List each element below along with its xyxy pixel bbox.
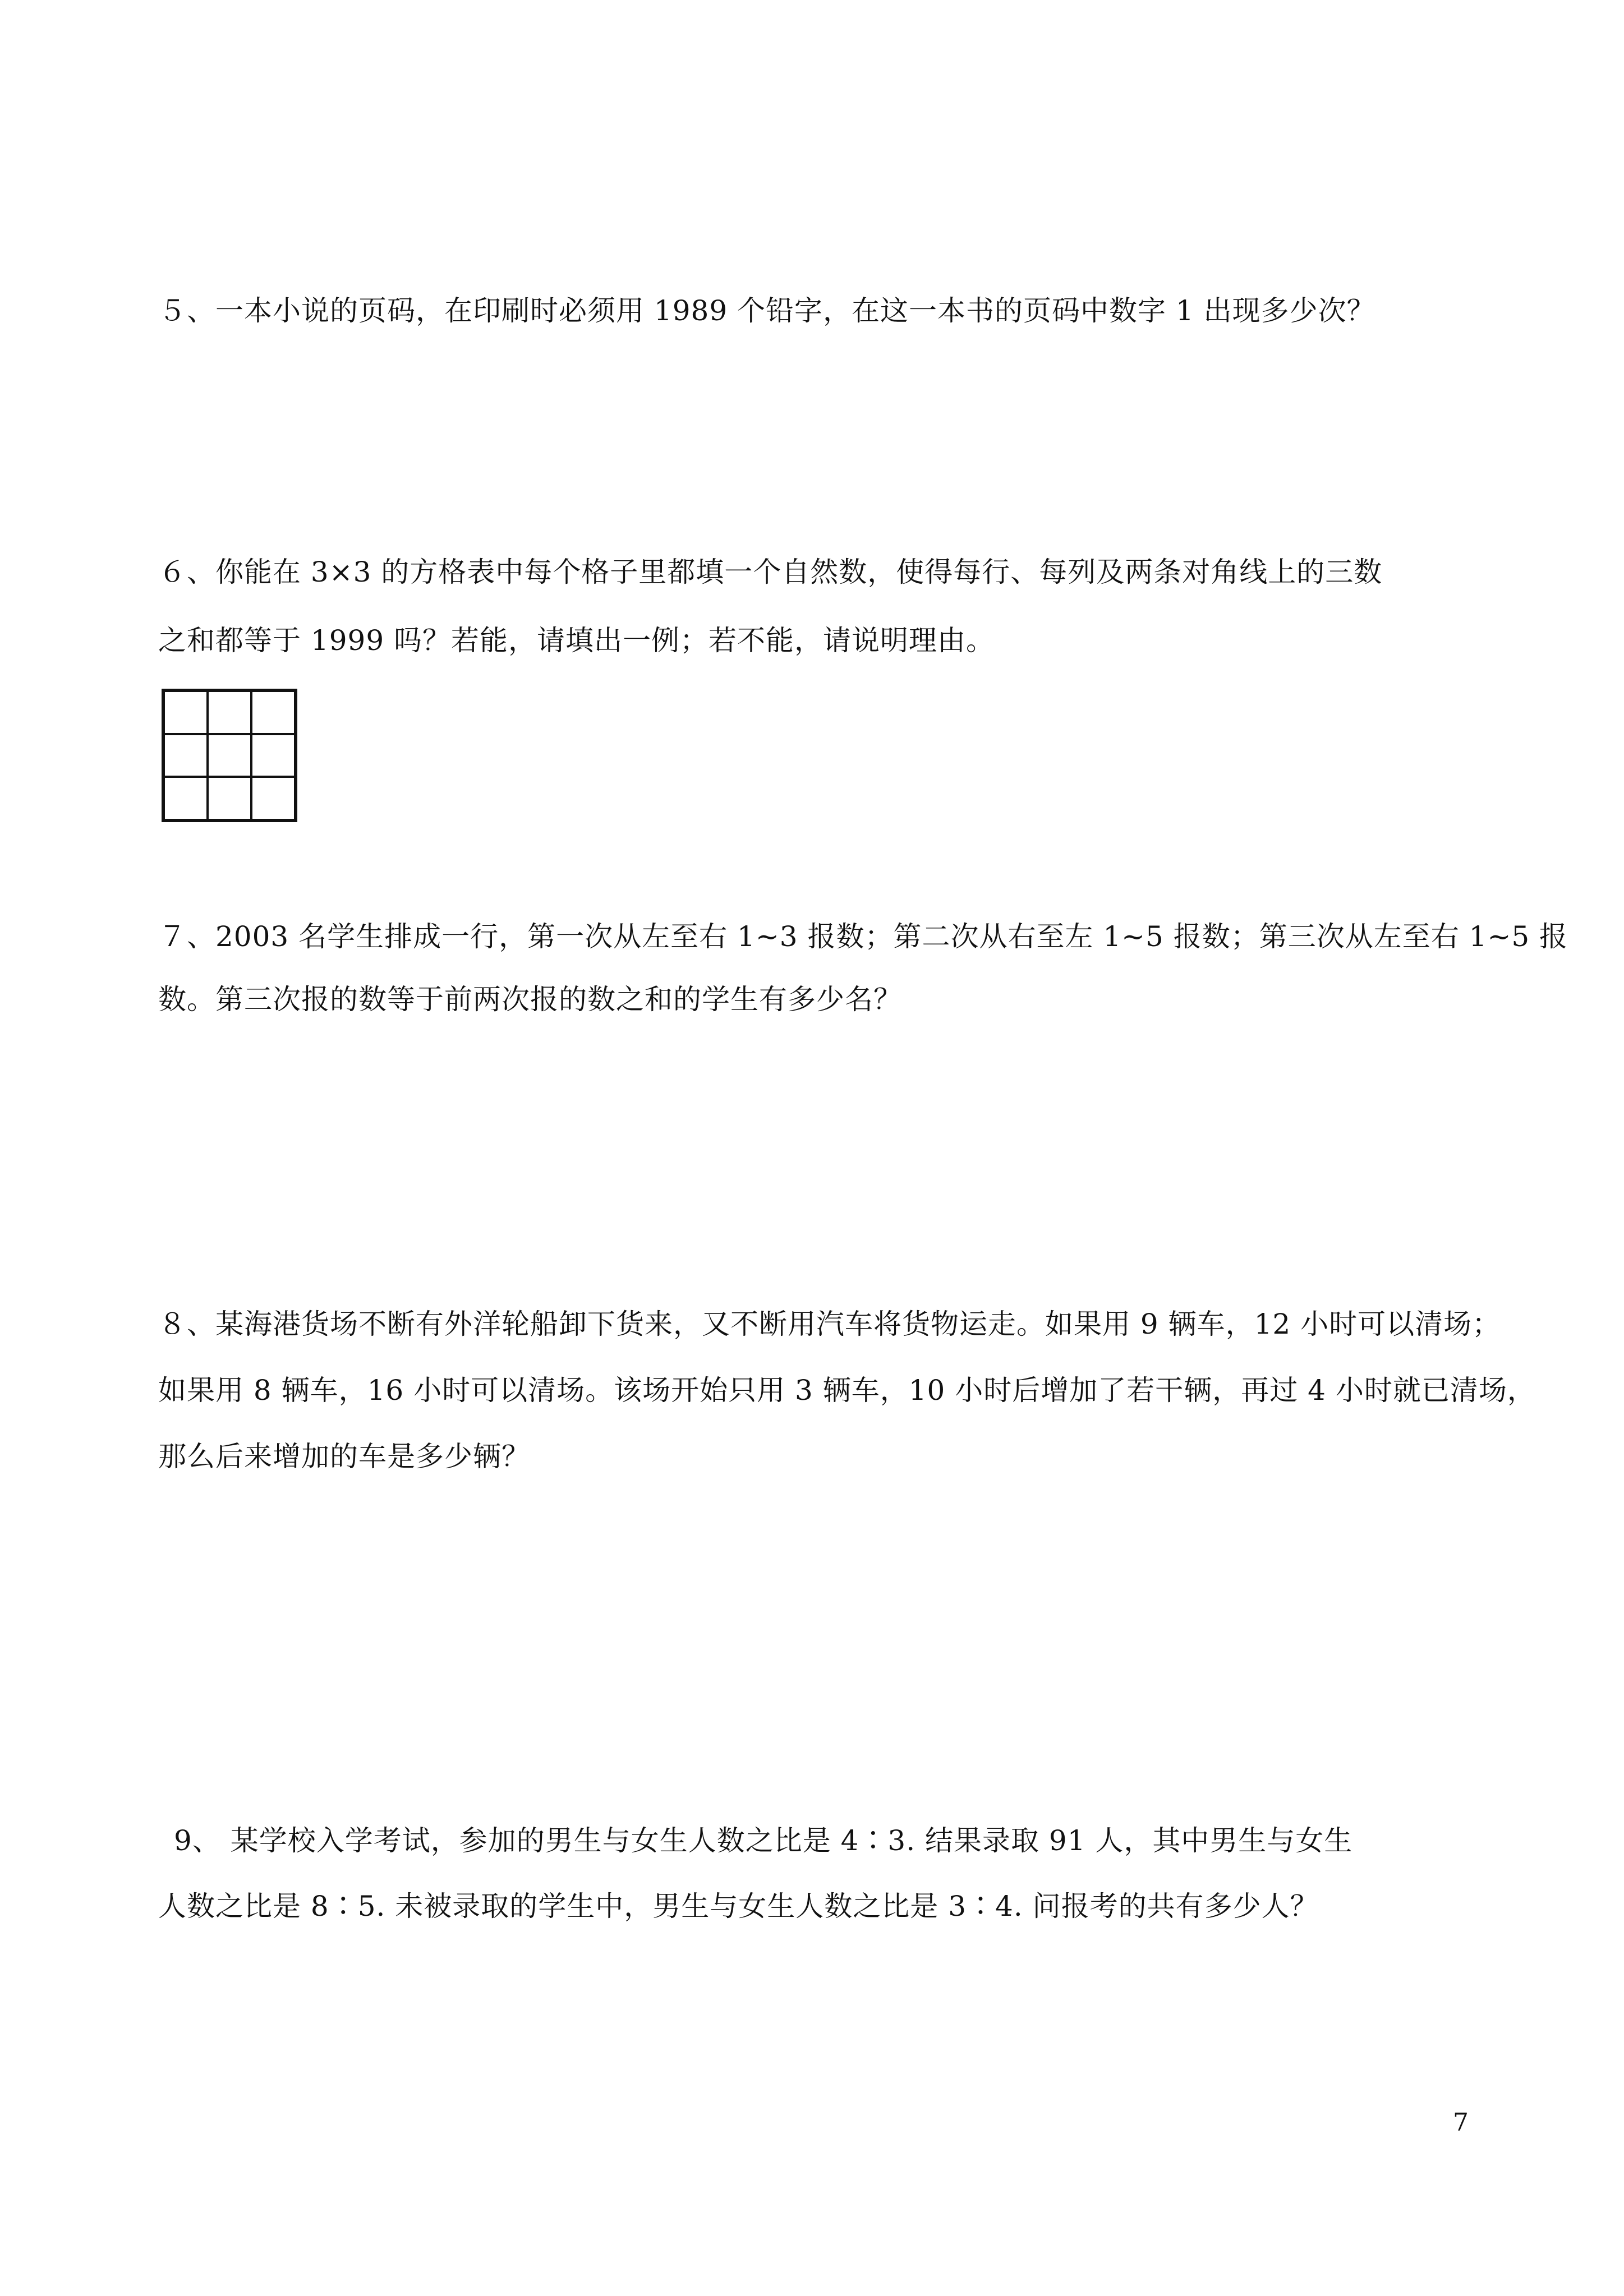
question-7-line-2: 数。第三次报的数等于前两次报的数之和的学生有多少名？ <box>158 983 902 1016</box>
grid-cell <box>251 734 295 777</box>
grid-cell <box>208 777 251 820</box>
question-7-line-1: ７、2003 名学生排成一行，第一次从左至右 1~3 报数；第二次从右至左 1~5 报数；第三次从左至右 1~5 报 <box>158 920 1568 953</box>
page-number: 7 <box>1453 2108 1469 2137</box>
question-8-line-2: 如果用 8 辆车，16 小时可以清场。该场开始只用 3 辆车，10 小时后增加了若干辆，再过 4 小时就已清场， <box>158 1374 1536 1407</box>
question-8-line-3: 那么后来增加的车是多少辆？ <box>158 1440 530 1473</box>
question-6-line-2: 之和都等于 1999 吗？若能，请填出一例；若不能，请说明理由。 <box>158 624 995 657</box>
grid-cell <box>164 777 208 820</box>
grid-cell <box>164 691 208 734</box>
grid-cell <box>208 734 251 777</box>
empty-3x3-grid <box>162 689 297 822</box>
grid-cell <box>208 691 251 734</box>
grid-cell <box>251 691 295 734</box>
question-5-line-1: ５、一本小说的页码，在印刷时必须用 1989 个铅字，在这一本书的页码中数字 1 出现多少次？ <box>158 294 1375 327</box>
question-8-line-1: ８、某海港货场不断有外洋轮船卸下货来，又不断用汽车将货物运走。如果用 9 辆车，12 小时可以清场； <box>158 1308 1501 1340</box>
grid-cell <box>164 734 208 777</box>
grid-cell <box>251 777 295 820</box>
question-9-line-1: 9、 某学校入学考试，参加的男生与女生人数之比是 4∶3. 结果录取 91 人，其中男生与女生 <box>174 1824 1353 1857</box>
question-9-line-2: 人数之比是 8∶5. 未被录取的学生中，男生与女生人数之比是 3∶4. 问报考的共有多少人？ <box>158 1890 1319 1922</box>
question-6-line-1: ６、你能在 3×3 的方格表中每个格子里都填一个自然数，使得每行、每列及两条对角线上的三数 <box>158 556 1383 588</box>
